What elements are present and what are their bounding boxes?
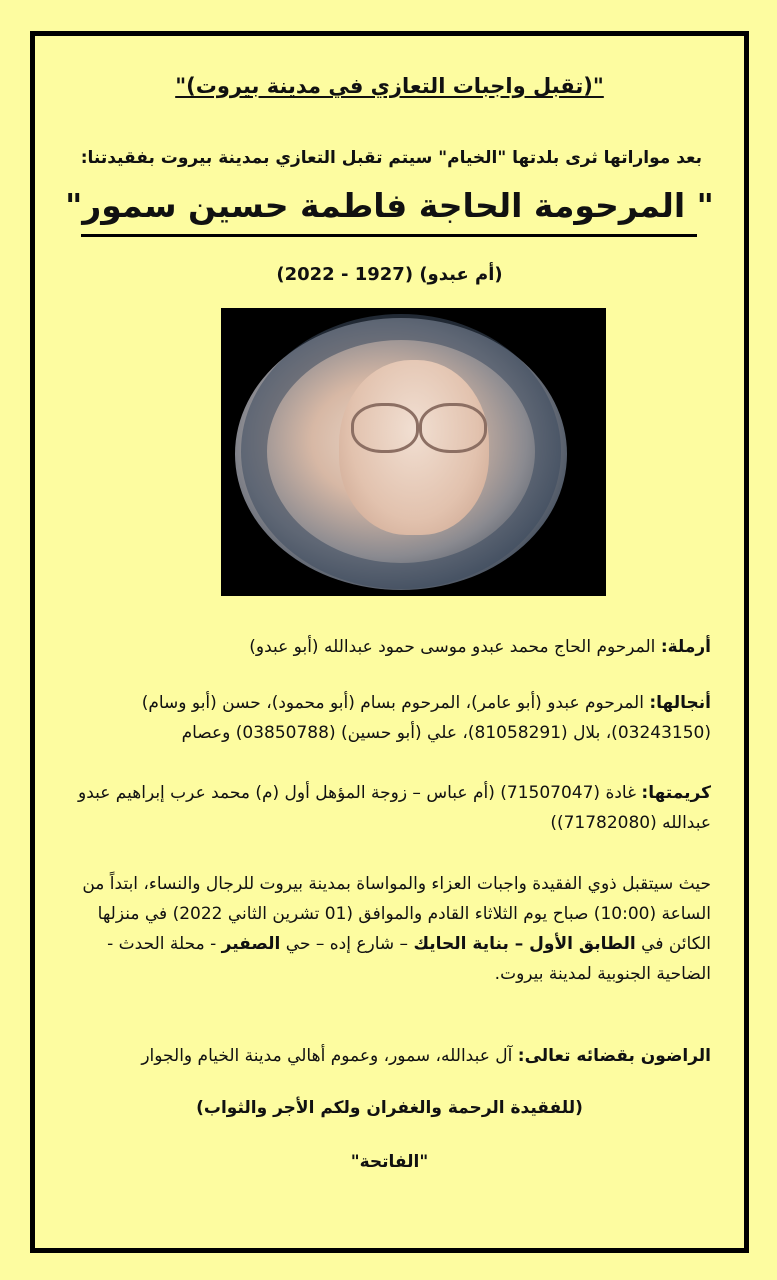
- widow-paragraph: [65, 632, 711, 662]
- daughter-text: غادة (71507047) (أم عباس – زوجة المؤهل أول (م) محمد عرب إبراهيم عبدو عبدالله (71782080)): [78, 783, 711, 833]
- obituary-frame: [30, 31, 749, 1253]
- sons-text: المرحوم عبدو (أبو عامر)، المرحوم بسام (أبو محمود)، حسن (أبو وسام) (03243150)، بلال (81058291)، علي (أبو حسين) (03850788) وعصام: [141, 693, 711, 743]
- name-underline: [81, 234, 697, 237]
- mourners-paragraph: [65, 1041, 711, 1071]
- condolence-text-1: حيث سيتقبل ذوي الفقيدة واجبات العزاء والمواساة بمدينة بيروت للرجال والنساء، ابتداً من الساعة (10:00) صباح يوم الثلاثاء القادم والموافق (01 تشرين الثاني 2022) في منزلها الكائن في: [82, 874, 711, 954]
- closing-prayer: (للفقيدة الرحمة والغفران ولكم الأجر والثواب): [196, 1098, 583, 1118]
- widow-label: أرملة:: [660, 637, 711, 657]
- condolence-text-3: - محلة الحدث - الضاحية الجنوبية لمدينة بيروت.: [107, 934, 711, 984]
- mourners-label: الراضون بقضائه تعالى:: [517, 1046, 711, 1066]
- daughter-paragraph: [65, 778, 711, 838]
- deceased-photo: [221, 308, 606, 596]
- deceased-years: (أم عبدو) (1927 - 2022): [276, 264, 503, 285]
- sons-paragraph: [65, 688, 711, 748]
- closing-fatiha: "الفاتحة": [350, 1152, 429, 1172]
- deceased-name: " المرحومة الحاجة فاطمة حسين سمور": [65, 186, 714, 225]
- glasses-left: [351, 403, 419, 453]
- intro-text: بعد مواراتها ثرى بلدتها "الخيام" سيتم تقبل التعازي بمدينة بيروت بفقيدتنا:: [80, 148, 702, 168]
- condolence-paragraph: [65, 869, 711, 989]
- glasses-right: [419, 403, 487, 453]
- widow-text: المرحوم الحاج محمد عبدو موسى حمود عبدالله (أبو عبدو): [249, 637, 661, 657]
- condolence-text-2: – شارع إده – حي: [280, 934, 414, 954]
- sons-label: أنجالها:: [649, 693, 711, 713]
- condolence-building: الطابق الأول – بناية الحايك: [413, 934, 636, 954]
- daughter-label: كريمتها:: [641, 783, 711, 803]
- condolence-district: الصفير: [221, 934, 281, 954]
- mourners-text: آل عبدالله، سمور، وعموم أهالي مدينة الخيام والجوار: [141, 1046, 518, 1066]
- condolence-title: "(تقبل واجبات التعازي في مدينة بيروت)": [175, 74, 604, 98]
